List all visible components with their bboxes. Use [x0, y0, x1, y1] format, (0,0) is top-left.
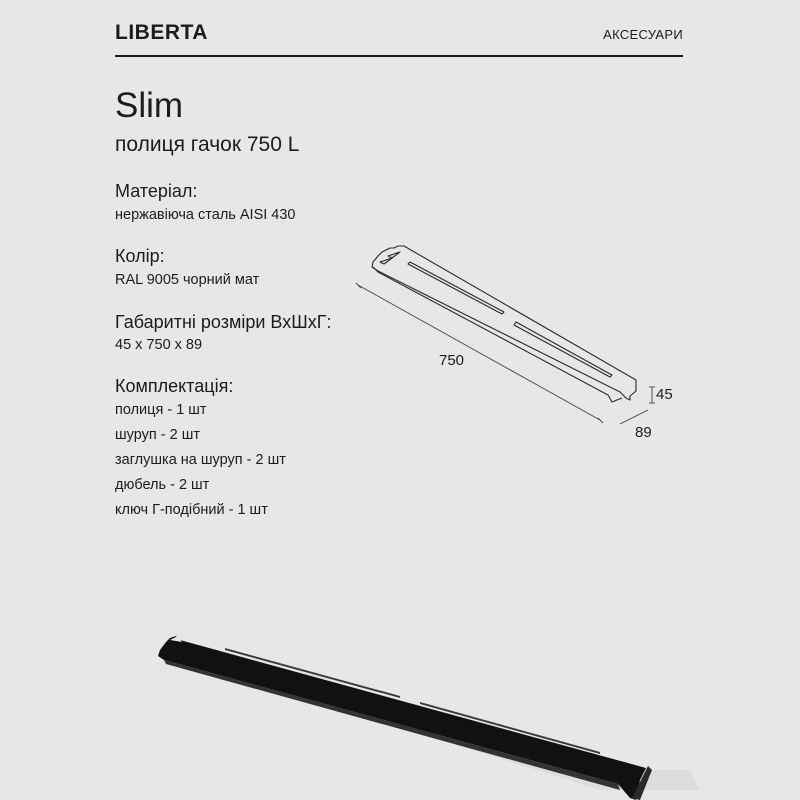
package-item: дюбель - 2 шт — [115, 477, 210, 493]
shelf-notch — [180, 634, 190, 640]
dimensions-label: Габаритні розміри ВхШхГ: — [115, 312, 332, 332]
product-title: Slim — [115, 86, 184, 125]
depth-dimension: 89 — [635, 424, 652, 441]
product-subtitle: полиця гачок 750 L — [115, 133, 300, 156]
depth-dim-line — [620, 410, 648, 424]
section-label[interactable]: АКСЕСУАРИ — [603, 27, 683, 42]
package-item: полиця - 1 шт — [115, 402, 207, 418]
height-dimension: 45 — [656, 386, 673, 403]
package-label: Комплектація: — [115, 376, 234, 396]
material-label: Матеріал: — [115, 181, 198, 201]
material-value: нержавіюча сталь AISI 430 — [115, 207, 296, 223]
product-photo — [158, 634, 700, 800]
shelf-outline-drawing — [372, 246, 636, 402]
shelf-notch — [196, 636, 206, 642]
shelf-edge — [164, 660, 620, 790]
package-item: ключ Г-подібний - 1 шт — [115, 502, 268, 518]
width-dimension: 750 — [439, 352, 465, 369]
brand-logo[interactable]: LIBERTA — [115, 21, 208, 44]
dimensions-value: 45 х 750 х 89 — [115, 337, 203, 353]
color-label: Колір: — [115, 246, 165, 266]
package-item: заглушка на шуруп - 2 шт — [115, 452, 286, 468]
package-item: шуруп - 2 шт — [115, 427, 200, 443]
color-value: RAL 9005 чорний мат — [115, 272, 260, 288]
